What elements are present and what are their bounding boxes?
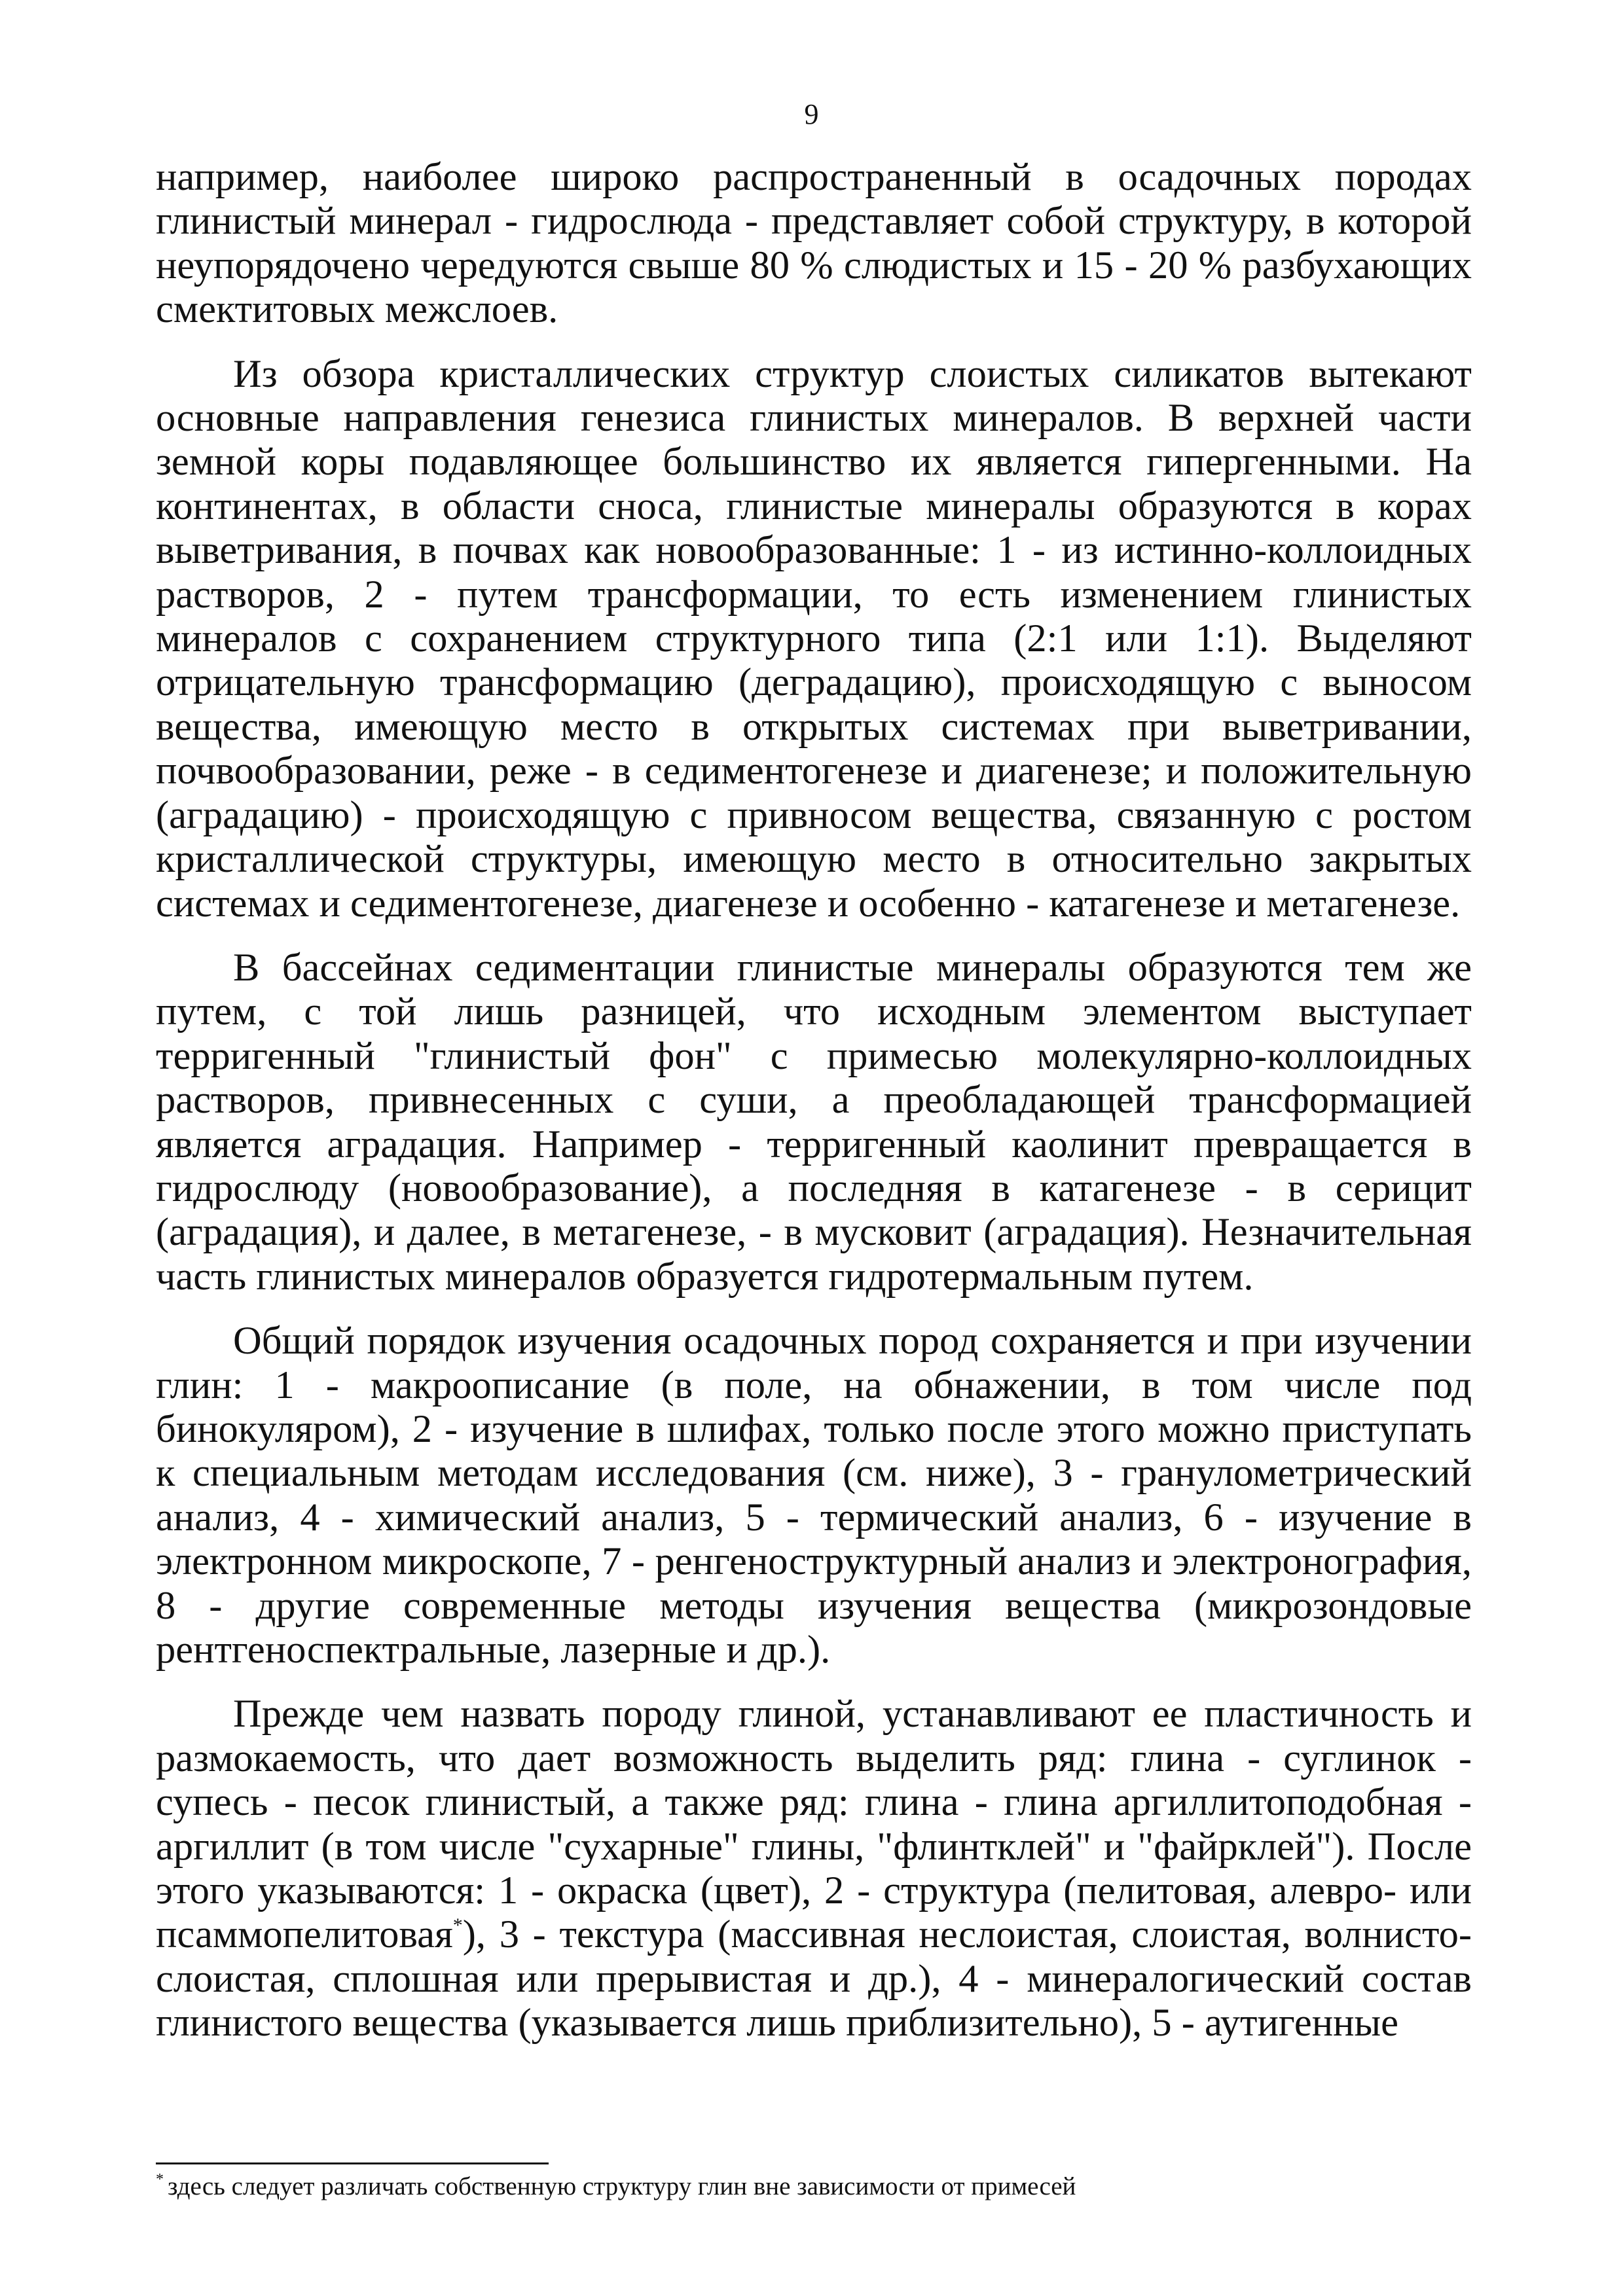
footnote xyxy=(156,2172,1472,2202)
footnote-reference-mark[interactable]: * xyxy=(452,1914,463,1937)
paragraph-1: например, наиболее широко распространенный в осадочных породах глинистый минерал - гидрослюда - представляет собой структуру, в которой неупорядочено чередуются свыше 80 % слюдистых и 15 - 20 % разбухающих смектитовых межслоев. xyxy=(156,155,1472,332)
body-text xyxy=(156,155,1472,2045)
footnote-mark: * xyxy=(156,2171,164,2188)
paragraph-4: Общий порядок изучения осадочных пород сохраняется и при изучении глин: 1 - макроописание (в поле, на обнажении, в том числе под бинокуляром), 2 - изучение в шлифах, только после этого можно приступать к специальным методам исследования (см. ниже), 3 - гранулометрический анализ, 4 - химический анализ, 5 - термический анализ, 6 - изучение в электронном микроскопе, 7 - ренгеноструктурный анализ и электронография, 8 - другие современные методы изучения вещества (микрозондовые рентгеноспектральные, лазерные и др.). xyxy=(156,1319,1472,1672)
paragraph-2: Из обзора кристаллических структур слоистых силикатов вытекают основные направления генезиса глинистых минералов. В верхней части земной коры подавляющее большинство их является гипергенными. На континентах, в области сноса, глинистые минералы образуются в корах выветривания, в почвах как новообразованные: 1 - из истинно-коллоидных растворов, 2 - путем трансформации, то есть изменением глинистых минералов с сохранением структурного типа (2:1 или 1:1). Выделяют отрицательную трансформацию (деградацию), происходящую с выносом вещества, имеющую место в открытых системах при выветривании, почвообразовании, реже - в седиментогенезе и диагенезе; и положительную (аградацию) - происходящую с привносом вещества, связанную с ростом кристаллической структуры, имеющую место в относительно закрытых системах и седиментогенезе, диагенезе и особенно - катагенезе и метагенезе. xyxy=(156,351,1472,925)
paragraph-3: В бассейнах седиментации глинистые минералы образуются тем же путем, с той лишь разницей, что исходным элементом выступает терригенный "глинистый фон" с примесью молекулярно-коллоидных растворов, привнесенных с суши, а преобладающей трансформацией является аградация. Например - терригенный каолинит превращается в гидрослюду (новообразование), а последняя в катагенезе - в серицит (аградация), и далее, в метагенезе, - в мусковит (аградация). Незначительная часть глинистых минералов образуется гидротермальным путем. xyxy=(156,945,1472,1299)
footnote-text: здесь следует различать собственную структуру глин вне зависимости от примесей xyxy=(168,2172,1076,2200)
paragraph-5-part-1: Прежде чем назвать породу глиной, устанавливают ее пластичность и размокаемость, что дает возможность выделить ряд: глина - суглинок - супесь - песок глинистый, а также ряд: глина - глина аргиллитоподобная - аргиллит (в том числе "сухарные" глины, "флинтклей" и "файрклей"). После этого указываются: 1 - окраска (цвет), 2 - структура (пелитовая, алевро- или псаммопелитовая xyxy=(156,1692,1472,1957)
footnote-separator xyxy=(156,2162,549,2164)
paragraph-5 xyxy=(156,1692,1472,2045)
page-number: 9 xyxy=(804,98,819,130)
paragraph-5-part-2: ), 3 - текстура (массивная неслоистая, слоистая, волнисто-слоистая, сплошная или прерывистая и др.), 4 - минералогический состав глинистого вещества (указывается лишь приблизительно), 5 - аутигенные xyxy=(156,1912,1472,2045)
